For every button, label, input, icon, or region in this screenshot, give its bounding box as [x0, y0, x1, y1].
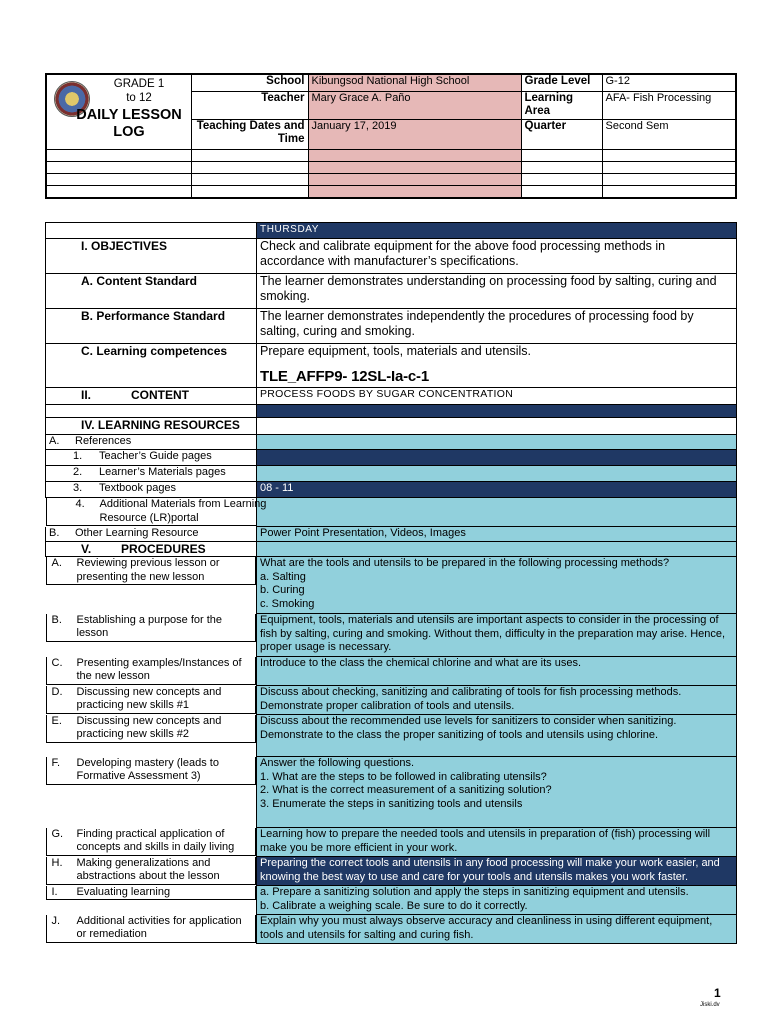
references-label: References: [75, 435, 132, 447]
grade-level-value: G-12: [602, 74, 736, 91]
grade-range: GRADE 1 to 12: [113, 78, 165, 104]
procedure-label: Additional activities for application or remediation: [76, 914, 242, 940]
procedure-text: [257, 715, 737, 757]
procedure-row: [46, 715, 737, 757]
tb-number: 3.: [73, 482, 83, 494]
teachers-guide-value: [257, 450, 737, 466]
textbook-value: 08 - 11: [257, 482, 737, 498]
content-label: [46, 388, 257, 405]
procedure-label: Developing mastery (leads to Formative Assessment 3): [76, 756, 219, 782]
procedure-row: [46, 828, 737, 857]
procedure-label: Reviewing previous lesson or presenting the new lesson: [76, 557, 220, 583]
procedure-text: [257, 828, 737, 857]
quarter-label: Quarter: [521, 119, 602, 149]
other-resource-label: Other Learning Resource: [75, 526, 199, 539]
procedure-line: Equipment, tools, materials and utensils are important aspects to consider in the processing of fish by salting, curing and smoking. Without them, difficulty in the preparation may arise. Hence, proper usage is necessary.: [260, 614, 726, 653]
learners-materials-label: Learner’s Materials pages: [99, 466, 226, 478]
procedure-row: [46, 614, 737, 657]
quarter-value: Second Sem: [602, 119, 736, 149]
lm-number: 2.: [73, 466, 83, 478]
procedure-row: [46, 915, 737, 944]
procedure-line: 2. What is the correct measurement of a sanitizing solution?: [260, 784, 552, 796]
blank-row: [46, 150, 736, 162]
procedure-label: Presenting examples/Instances of the new lesson: [76, 656, 242, 682]
content-standard-text: The learner demonstrates understanding on processing food by salting, curing and smoking.: [257, 274, 737, 309]
tg-number: 1.: [73, 450, 83, 462]
procedure-line: What are the tools and utensils to be prepared in the following processing methods?: [260, 557, 670, 569]
other-resource-value: Power Point Presentation, Videos, Images: [257, 527, 737, 542]
procedure-row: [46, 886, 737, 915]
page-number: 1: [714, 986, 721, 1000]
procedure-row: [46, 757, 737, 828]
procedure-line: 1. What are the steps to be followed in calibrating utensils?: [260, 770, 547, 783]
header-table: [45, 73, 737, 199]
procedure-line: Answer the following questions.: [260, 757, 415, 769]
add-number: 4.: [75, 498, 85, 510]
competences-label: C. Learning competences: [46, 344, 257, 388]
textbook-label: Textbook pages: [99, 482, 177, 494]
procedure-line: Demonstrate to the class the proper sanitizing of tools and utensils using chlorine.: [260, 728, 659, 741]
procedure-text: [257, 857, 737, 886]
performance-standard-label: B. Performance Standard: [46, 309, 257, 344]
procedure-label: Finding practical application of concepts and skills in daily living: [76, 827, 235, 853]
procedure-number: E.: [51, 714, 62, 727]
procedure-line: Preparing the correct tools and utensils in any food processing will make your work easier, and knowing the best way to use and care for your tools and utensils makes you work faster.: [260, 857, 720, 883]
procedure-number: A.: [51, 557, 62, 569]
day-header: THURSDAY: [257, 223, 737, 239]
learning-area-label: Learning Area: [521, 91, 602, 119]
references-value: [257, 435, 737, 450]
lesson-table: [45, 222, 737, 944]
logo-cell: [46, 74, 191, 150]
procedure-row: [46, 657, 737, 686]
navy-band: [257, 405, 737, 418]
procedure-label: Evaluating learning: [76, 885, 171, 898]
procedure-row: [46, 686, 737, 715]
procedure-number: J.: [51, 914, 61, 927]
blank-row: [46, 162, 736, 174]
procedure-number: H.: [51, 856, 63, 869]
procedures-number: V.: [81, 542, 92, 556]
procedure-line: b. Calibrate a weighing scale. Be sure to do it correctly.: [260, 899, 528, 912]
procedure-label: Establishing a purpose for the lesson: [76, 613, 223, 639]
procedure-number: G.: [51, 827, 64, 840]
dates-label: Teaching Dates and Time: [191, 119, 308, 149]
competences-cell: [257, 344, 737, 388]
grade-level-label: Grade Level: [521, 74, 602, 91]
procedure-line: a. Prepare a sanitizing solution and apply the steps in sanitizing equipment and utensils.: [260, 886, 689, 898]
content-text: PROCESS FOODS BY SUGAR CONCENTRATION: [257, 388, 737, 405]
teachers-guide-label: Teacher’s Guide pages: [99, 450, 212, 462]
learners-materials-value: [257, 466, 737, 482]
procedure-number: B.: [51, 613, 62, 626]
additional-materials-value: [257, 498, 737, 527]
procedure-line: Demonstrate proper calibration of tools and utensils.: [260, 699, 515, 712]
procedure-number: D.: [51, 685, 63, 698]
procedure-number: I.: [51, 885, 58, 898]
procedure-line: Discuss about the recommended use levels for sanitizers to consider when sanitizing.: [260, 715, 677, 727]
teacher-label: Teacher: [191, 91, 308, 119]
procedure-line: 3. Enumerate the steps in sanitizing tools and utensils: [260, 797, 523, 810]
footer-stamp: Jiski.dv: [700, 1002, 720, 1008]
additional-materials-cell: [46, 498, 282, 526]
procedure-label: Discussing new concepts and practicing new skills #2: [76, 714, 222, 740]
procedure-text: [257, 886, 737, 915]
school-value: Kibungsod National High School: [308, 74, 521, 91]
procedure-label: Discussing new concepts and practicing new skills #1: [76, 685, 222, 711]
procedure-line: c. Smoking: [260, 597, 315, 610]
content-label-text: CONTENT: [131, 388, 189, 402]
objectives-text: Check and calibrate equipment for the above food processing methods in accordance with manufacturer’s specifications.: [257, 239, 737, 274]
school-label: School: [191, 74, 308, 91]
procedure-text: [257, 757, 737, 828]
document-title: DAILY LESSON LOG: [76, 107, 182, 140]
performance-standard-text: The learner demonstrates independently the procedures of processing food by salting, curing and smoking.: [257, 309, 737, 344]
procedure-line: a. Salting: [260, 570, 306, 583]
procedure-line: Explain why you must always observe accuracy and cleanliness in using different equipment, tools and utensils for salting and curing fish.: [260, 915, 713, 941]
content-number: II.: [81, 388, 92, 402]
blank-row: [46, 186, 736, 199]
procedures-label-text: PROCEDURES: [121, 542, 206, 556]
content-standard-label: A. Content Standard: [46, 274, 257, 309]
procedure-text: [257, 915, 737, 944]
procedure-line: Introduce to the class the chemical chlorine and what are its uses.: [260, 657, 582, 669]
procedure-text: [257, 557, 737, 614]
procedure-line: b. Curing: [260, 584, 305, 596]
procedure-row: [46, 857, 737, 886]
procedure-line: Learning how to prepare the needed tools and utensils in preparation of (fish) processing will make you be more efficient in your work.: [260, 828, 711, 854]
procedure-number: C.: [51, 656, 63, 669]
dates-value: January 17, 2019: [308, 119, 521, 149]
procedures-label: [46, 542, 257, 557]
procedure-row: [46, 557, 737, 614]
objectives-label: I. OBJECTIVES: [46, 239, 257, 274]
other-number: B.: [49, 526, 60, 539]
procedure-label: Making generalizations and abstractions about the lesson: [76, 856, 220, 882]
procedure-text: [257, 614, 737, 657]
references-number: A.: [49, 435, 60, 447]
learning-area-value: AFA- Fish Processing: [602, 91, 736, 119]
teacher-value: Mary Grace A. Paño: [308, 91, 521, 119]
blank-row: [46, 174, 736, 186]
competences-text: Prepare equipment, tools, materials and utensils.: [260, 344, 531, 358]
learning-resources-label: IV. LEARNING RESOURCES: [46, 418, 257, 435]
procedure-line: Discuss about checking, sanitizing and calibrating of tools for fish processing methods.: [260, 686, 682, 698]
procedure-text: [257, 657, 737, 686]
additional-materials-label: Additional Materials from Learning Resource (LR)portal: [99, 498, 267, 524]
procedure-text: [257, 686, 737, 715]
procedure-number: F.: [51, 756, 61, 769]
competency-code: TLE_AFFP9- 12SL-Ia-c-1: [260, 368, 429, 385]
